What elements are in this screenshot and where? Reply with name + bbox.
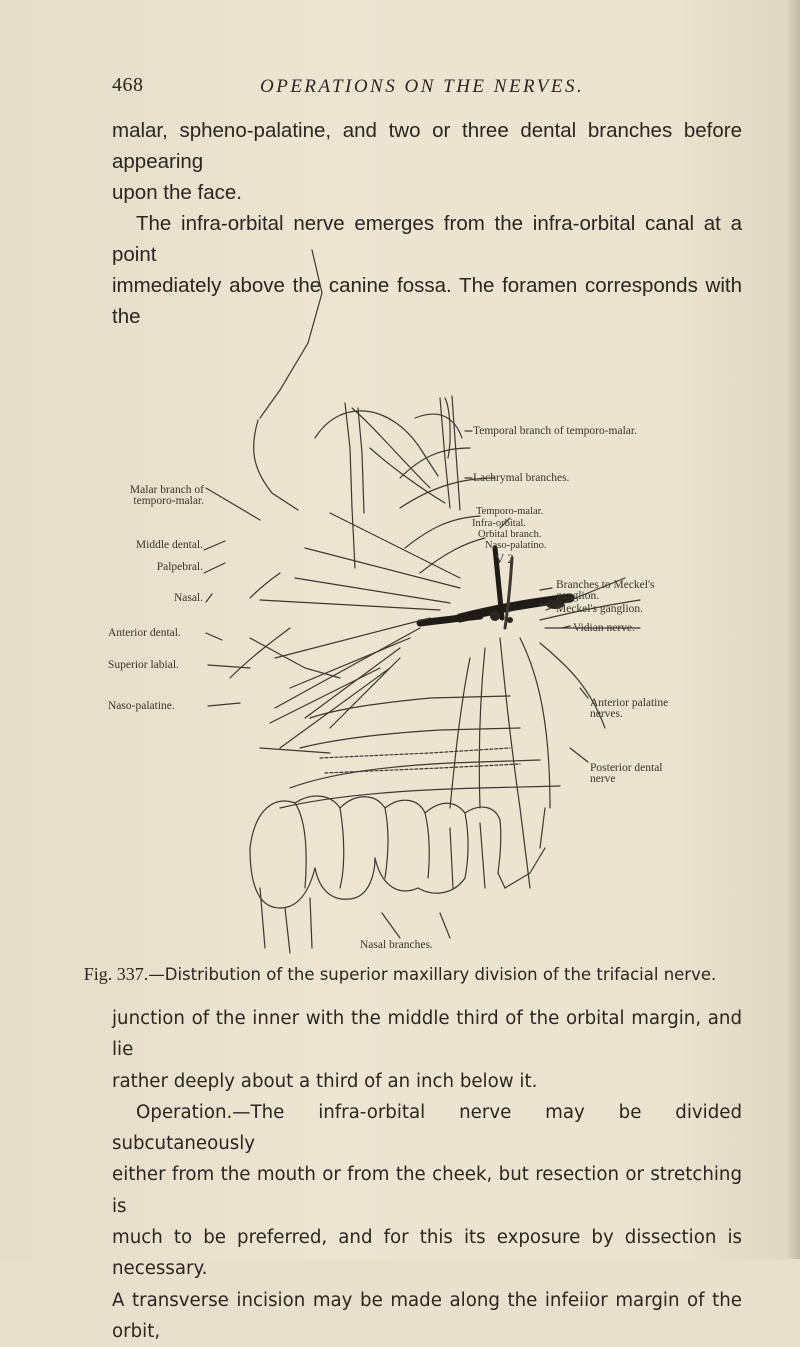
label-infra-orbital: Infra-orbital. — [472, 518, 526, 529]
label-line: Malar branch of — [129, 484, 204, 496]
text-line: upon the face. — [112, 181, 242, 204]
label-line: Branches to Meckel's — [556, 579, 655, 591]
label-naso-palatino-right: Naso-palatino. — [485, 540, 547, 551]
text-line: either from the mouth or from the cheek, but resection or stretching is — [112, 1164, 742, 1217]
label-anterior-palatine — [590, 698, 668, 720]
label-line: nerves. — [590, 708, 623, 720]
text-line: rather deeply about a third of an inch below it. — [112, 1070, 538, 1092]
label-meckels-ganglion: Meckel's ganglion. — [556, 603, 644, 615]
text-line: immediately above the canine fossa. The foramen corresponds with the — [112, 274, 742, 328]
label-line: temporo-malar. — [133, 495, 204, 507]
label-temporo-malar: Temporo-malar. — [476, 506, 544, 517]
label-posterior-dental — [590, 763, 663, 785]
label-lachrymal: Lachrymal branches. — [473, 472, 570, 484]
figure-number: Fig. 337. — [83, 964, 149, 984]
label-line: Anterior palatine — [590, 697, 669, 709]
label-nasal: Nasal. — [173, 592, 203, 604]
anatomical-figure — [100, 248, 700, 958]
label-orbital-branch: Orbital branch. — [478, 529, 542, 540]
label-line: nerve — [590, 773, 616, 785]
label-temporal-branch: Temporal branch of temporo-malar. — [473, 425, 637, 437]
label-middle-dental: Middle dental. — [135, 539, 203, 551]
label-line: Posterior dental — [590, 762, 663, 774]
label-palpebral: Palpebral. — [156, 561, 203, 573]
label-v2: V 2 — [495, 551, 514, 566]
running-head: OPERATIONS ON THE NERVES. — [260, 76, 585, 97]
label-superior-labial: Superior labial. — [108, 659, 179, 671]
text-line-content: Operation.—The infra-orbital nerve may be divided subcutaneously — [112, 1101, 742, 1155]
label-line: ganglion. — [556, 590, 600, 602]
bottom-paragraph — [112, 1003, 742, 1347]
text-line: much to be preferred, and for this its exposure by dissection is necessary. — [112, 1227, 742, 1280]
page-number: 468 — [112, 74, 144, 96]
label-nasal-branches: Nasal branches. — [360, 939, 433, 951]
text-line: A transverse incision may be made along the infeiior margin of the orbit, — [112, 1289, 742, 1342]
page-header — [112, 74, 752, 104]
label-vidian: Vidian nerve. — [573, 622, 635, 634]
label-anterior-dental: Anterior dental. — [108, 627, 181, 639]
figure-caption — [0, 964, 800, 985]
label-naso-palatine-left: Naso-palatine. — [108, 700, 175, 712]
caption-text: —Distribution of the superior maxillary division of the trifacial nerve. — [148, 965, 717, 984]
label-branches-meckel — [556, 580, 655, 602]
text-line — [112, 1097, 742, 1160]
text-line: malar, spheno-palatine, and two or three dental branches before appearing — [112, 119, 742, 173]
text-line-content: The infra-orbital nerve emerges from the infra-orbital canal at a point — [112, 212, 742, 266]
text-line: junction of the inner with the middle third of the orbital margin, and lie — [112, 1008, 742, 1061]
page-edge-shadow — [786, 0, 800, 1259]
label-malar-branch — [100, 485, 204, 507]
